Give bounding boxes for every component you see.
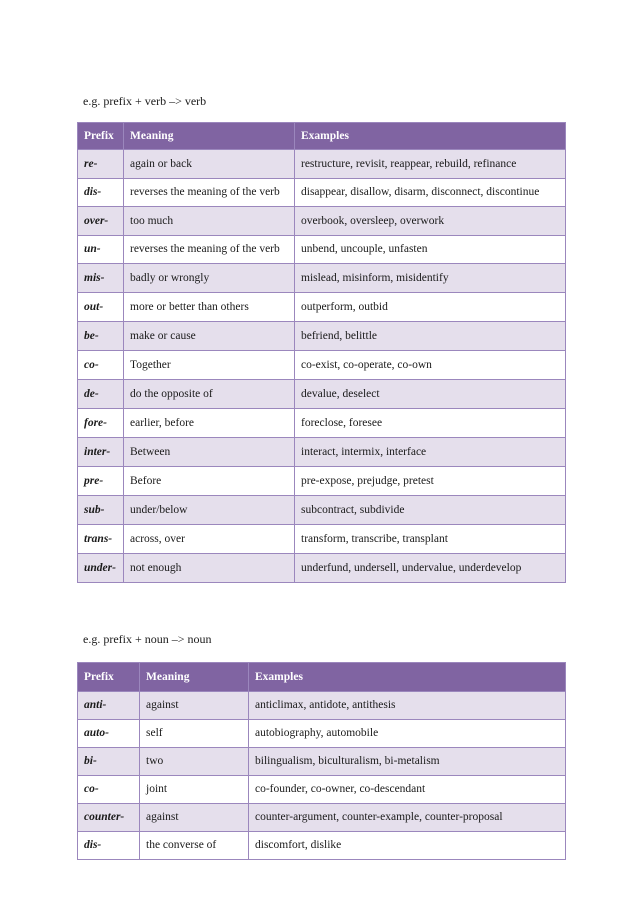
meaning-cell: not enough [124,554,295,583]
meaning-cell: under/below [124,496,295,525]
table-header-row [78,123,566,150]
prefix-cell: out- [78,293,124,322]
prefix-cell: counter- [78,804,140,832]
table-header-row [78,663,566,692]
examples-cell: mislead, misinform, misidentify [295,264,566,293]
examples-cell: co-exist, co-operate, co-own [295,351,566,380]
meaning-cell: across, over [124,525,295,554]
meaning-cell: Between [124,438,295,467]
examples-cell: anticlimax, antidote, antithesis [249,692,566,720]
verb-prefix-table [77,122,566,583]
meaning-cell: Together [124,351,295,380]
prefix-cell: anti- [78,692,140,720]
header-meaning: Meaning [124,123,295,150]
table-row [78,207,566,236]
examples-cell: befriend, belittle [295,322,566,351]
meaning-cell: the converse of [140,832,249,860]
examples-cell: unbend, uncouple, unfasten [295,236,566,264]
table-row [78,496,566,525]
meaning-cell: too much [124,207,295,236]
prefix-cell: bi- [78,748,140,776]
examples-cell: interact, intermix, interface [295,438,566,467]
prefix-cell: inter- [78,438,124,467]
examples-cell: devalue, deselect [295,380,566,409]
examples-cell: transform, transcribe, transplant [295,525,566,554]
header-examples: Examples [295,123,566,150]
header-examples: Examples [249,663,566,692]
prefix-cell: sub- [78,496,124,525]
table-row [78,438,566,467]
examples-cell: outperform, outbid [295,293,566,322]
table-row [78,293,566,322]
noun-prefix-table [77,662,566,860]
meaning-cell: two [140,748,249,776]
prefix-cell: dis- [78,832,140,860]
prefix-cell: co- [78,776,140,804]
meaning-cell: do the opposite of [124,380,295,409]
examples-cell: bilingualism, biculturalism, bi-metalism [249,748,566,776]
table-row [78,264,566,293]
header-prefix: Prefix [78,123,124,150]
prefix-cell: auto- [78,720,140,748]
prefix-cell: re- [78,150,124,179]
header-prefix: Prefix [78,663,140,692]
header-meaning: Meaning [140,663,249,692]
prefix-cell: under- [78,554,124,583]
examples-cell: pre-expose, prejudge, pretest [295,467,566,496]
prefix-cell: mis- [78,264,124,293]
table-row [78,380,566,409]
meaning-cell: reverses the meaning of the verb [124,236,295,264]
examples-cell: counter-argument, counter-example, counter-proposal [249,804,566,832]
table-row [78,150,566,179]
meaning-cell: reverses the meaning of the verb [124,179,295,207]
table-row [78,720,566,748]
prefix-cell: trans- [78,525,124,554]
table-row [78,179,566,207]
prefix-cell: co- [78,351,124,380]
prefix-cell: over- [78,207,124,236]
prefix-cell: dis- [78,179,124,207]
examples-cell: foreclose, foresee [295,409,566,438]
prefix-cell: fore- [78,409,124,438]
table-row [78,467,566,496]
meaning-cell: Before [124,467,295,496]
verb-prefix-caption: e.g. prefix + verb –> verb [83,94,207,108]
prefix-cell: de- [78,380,124,409]
examples-cell: subcontract, subdivide [295,496,566,525]
prefix-cell: un- [78,236,124,264]
noun-prefix-caption: e.g. prefix + noun –> noun [83,632,212,646]
table-row [78,748,566,776]
table-row [78,525,566,554]
table-row [78,776,566,804]
examples-cell: restructure, revisit, reappear, rebuild, refinance [295,150,566,179]
table-row [78,236,566,264]
meaning-cell: more or better than others [124,293,295,322]
examples-cell: disappear, disallow, disarm, disconnect, discontinue [295,179,566,207]
table-row [78,804,566,832]
examples-cell: underfund, undersell, undervalue, underdevelop [295,554,566,583]
table-row [78,832,566,860]
table-row [78,409,566,438]
meaning-cell: badly or wrongly [124,264,295,293]
examples-cell: autobiography, automobile [249,720,566,748]
meaning-cell: against [140,804,249,832]
prefix-cell: be- [78,322,124,351]
meaning-cell: again or back [124,150,295,179]
meaning-cell: against [140,692,249,720]
table-row [78,322,566,351]
table-row [78,351,566,380]
meaning-cell: joint [140,776,249,804]
meaning-cell: make or cause [124,322,295,351]
prefix-cell: pre- [78,467,124,496]
meaning-cell: self [140,720,249,748]
table-row [78,692,566,720]
examples-cell: discomfort, dislike [249,832,566,860]
table-row [78,554,566,583]
meaning-cell: earlier, before [124,409,295,438]
examples-cell: co-founder, co-owner, co-descendant [249,776,566,804]
examples-cell: overbook, oversleep, overwork [295,207,566,236]
